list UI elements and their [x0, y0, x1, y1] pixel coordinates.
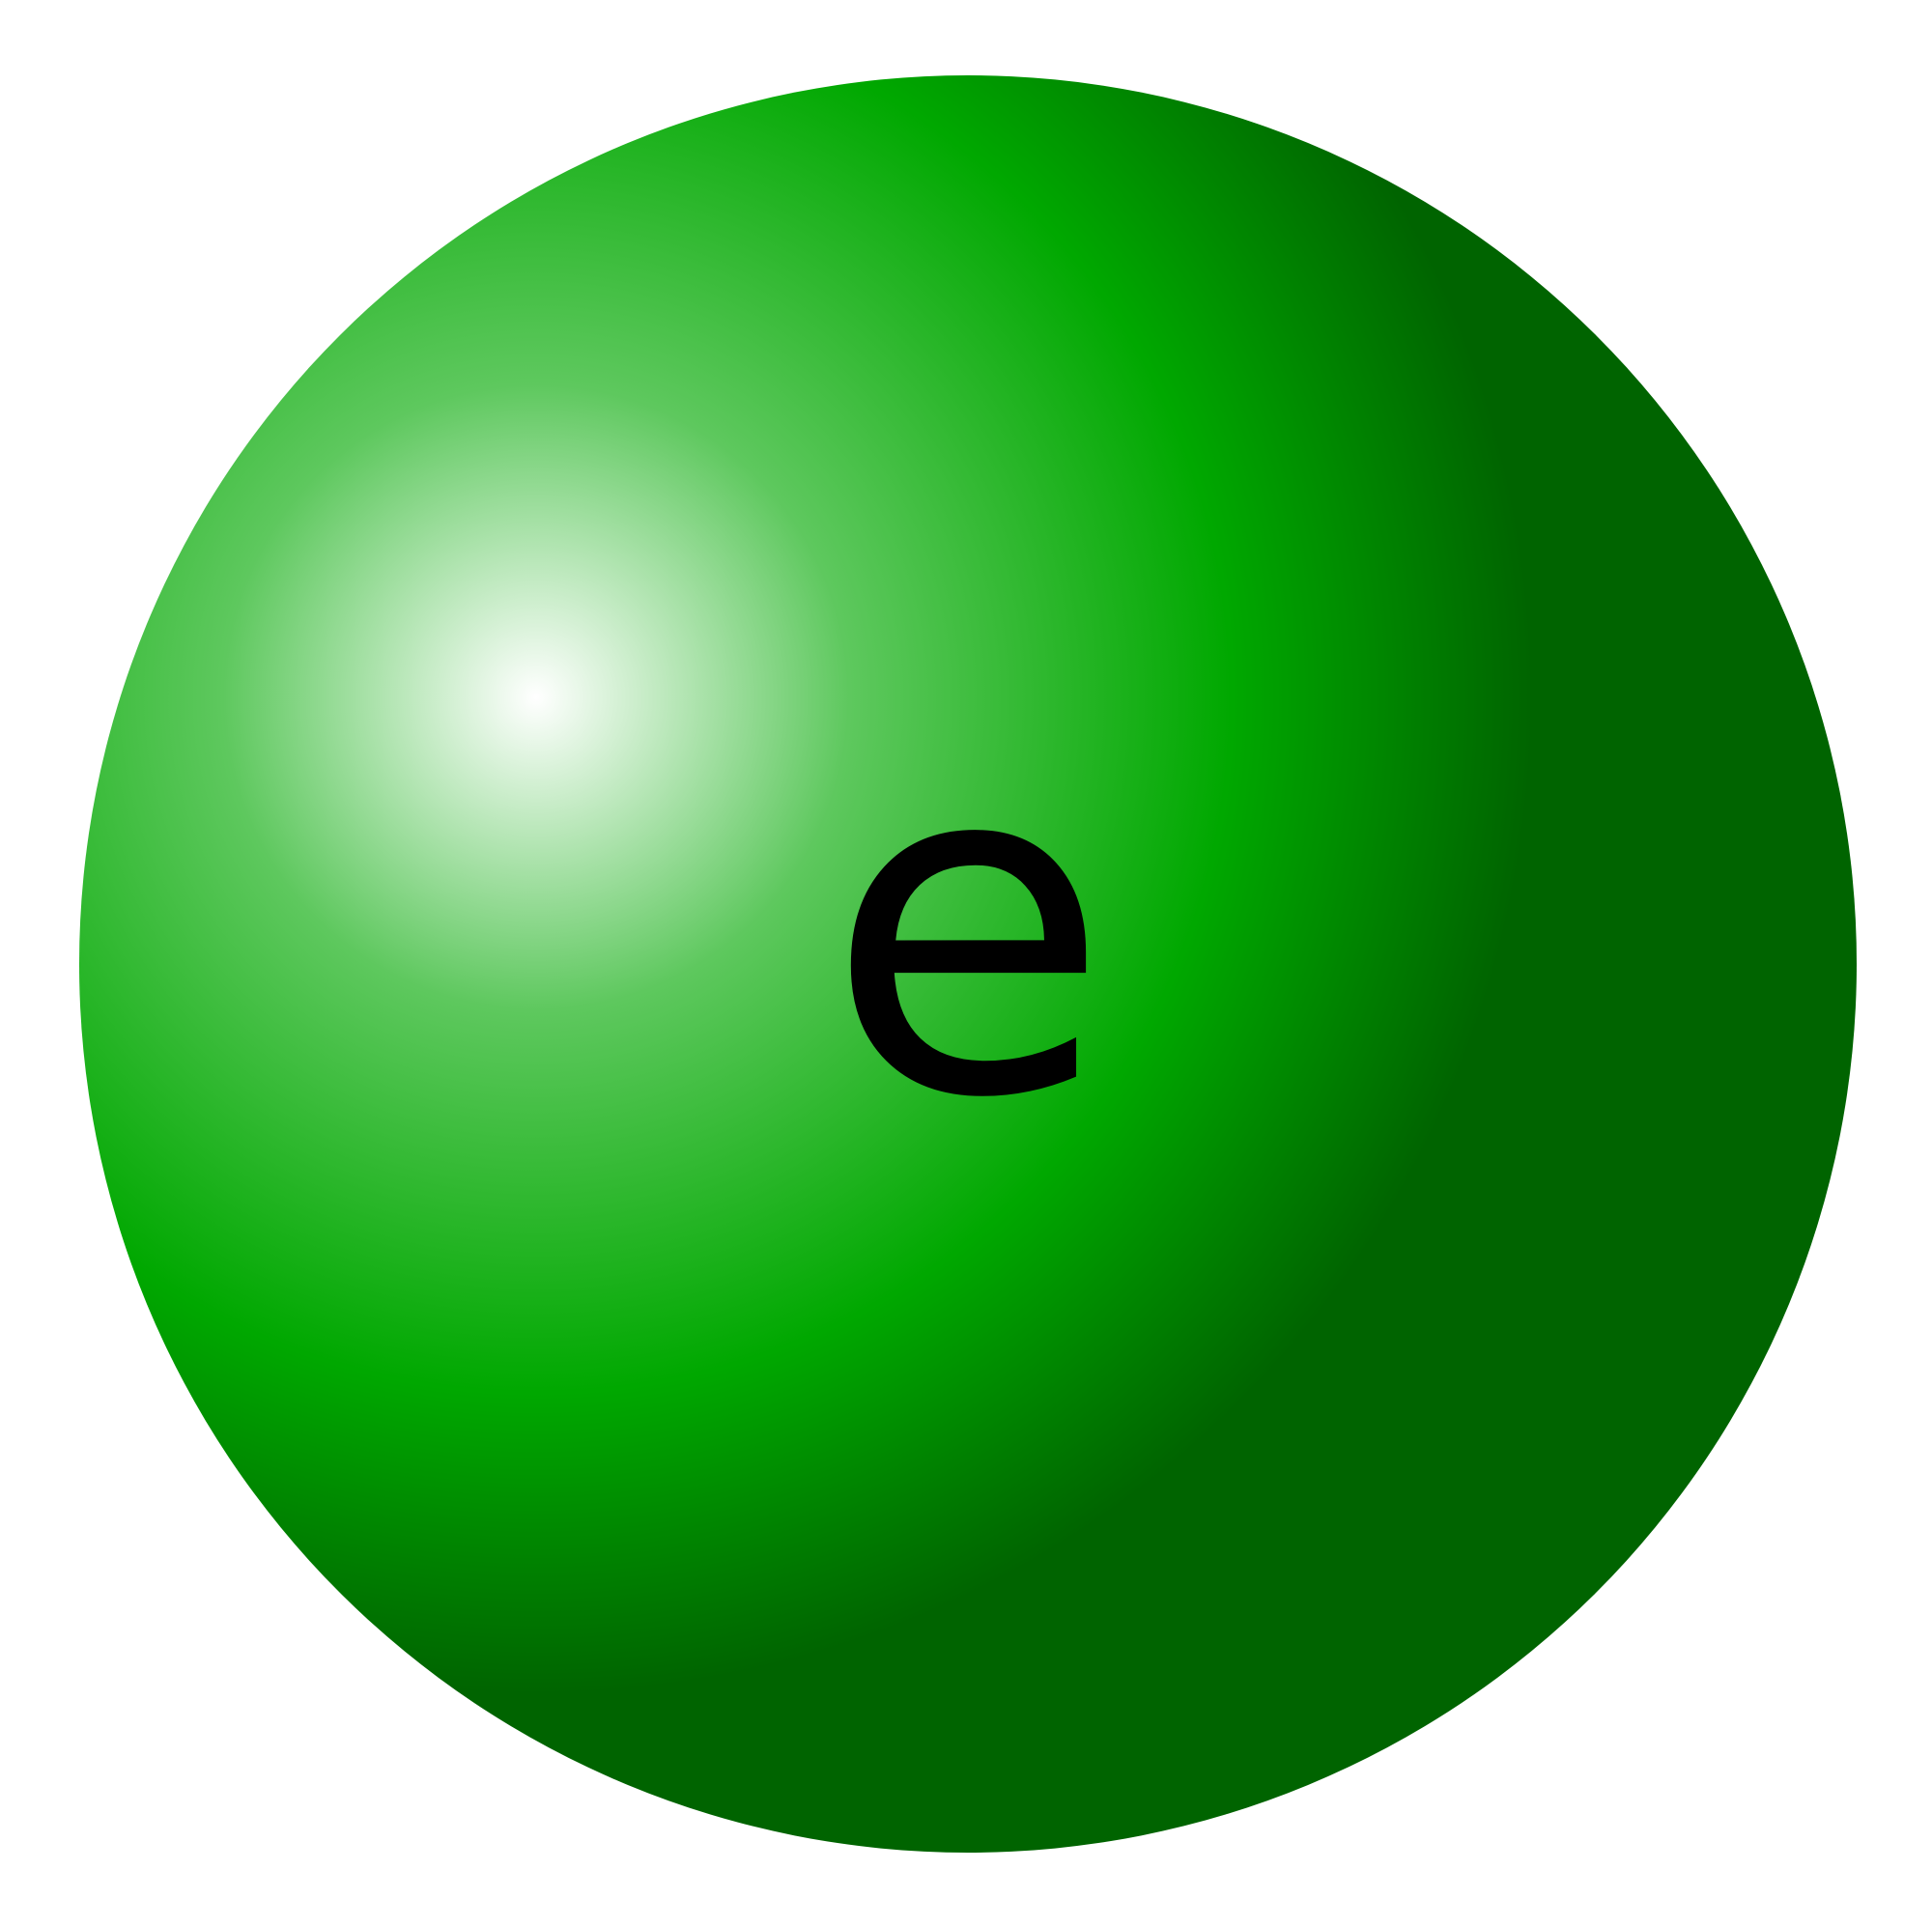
- particle-symbol-label: e: [825, 660, 1111, 1200]
